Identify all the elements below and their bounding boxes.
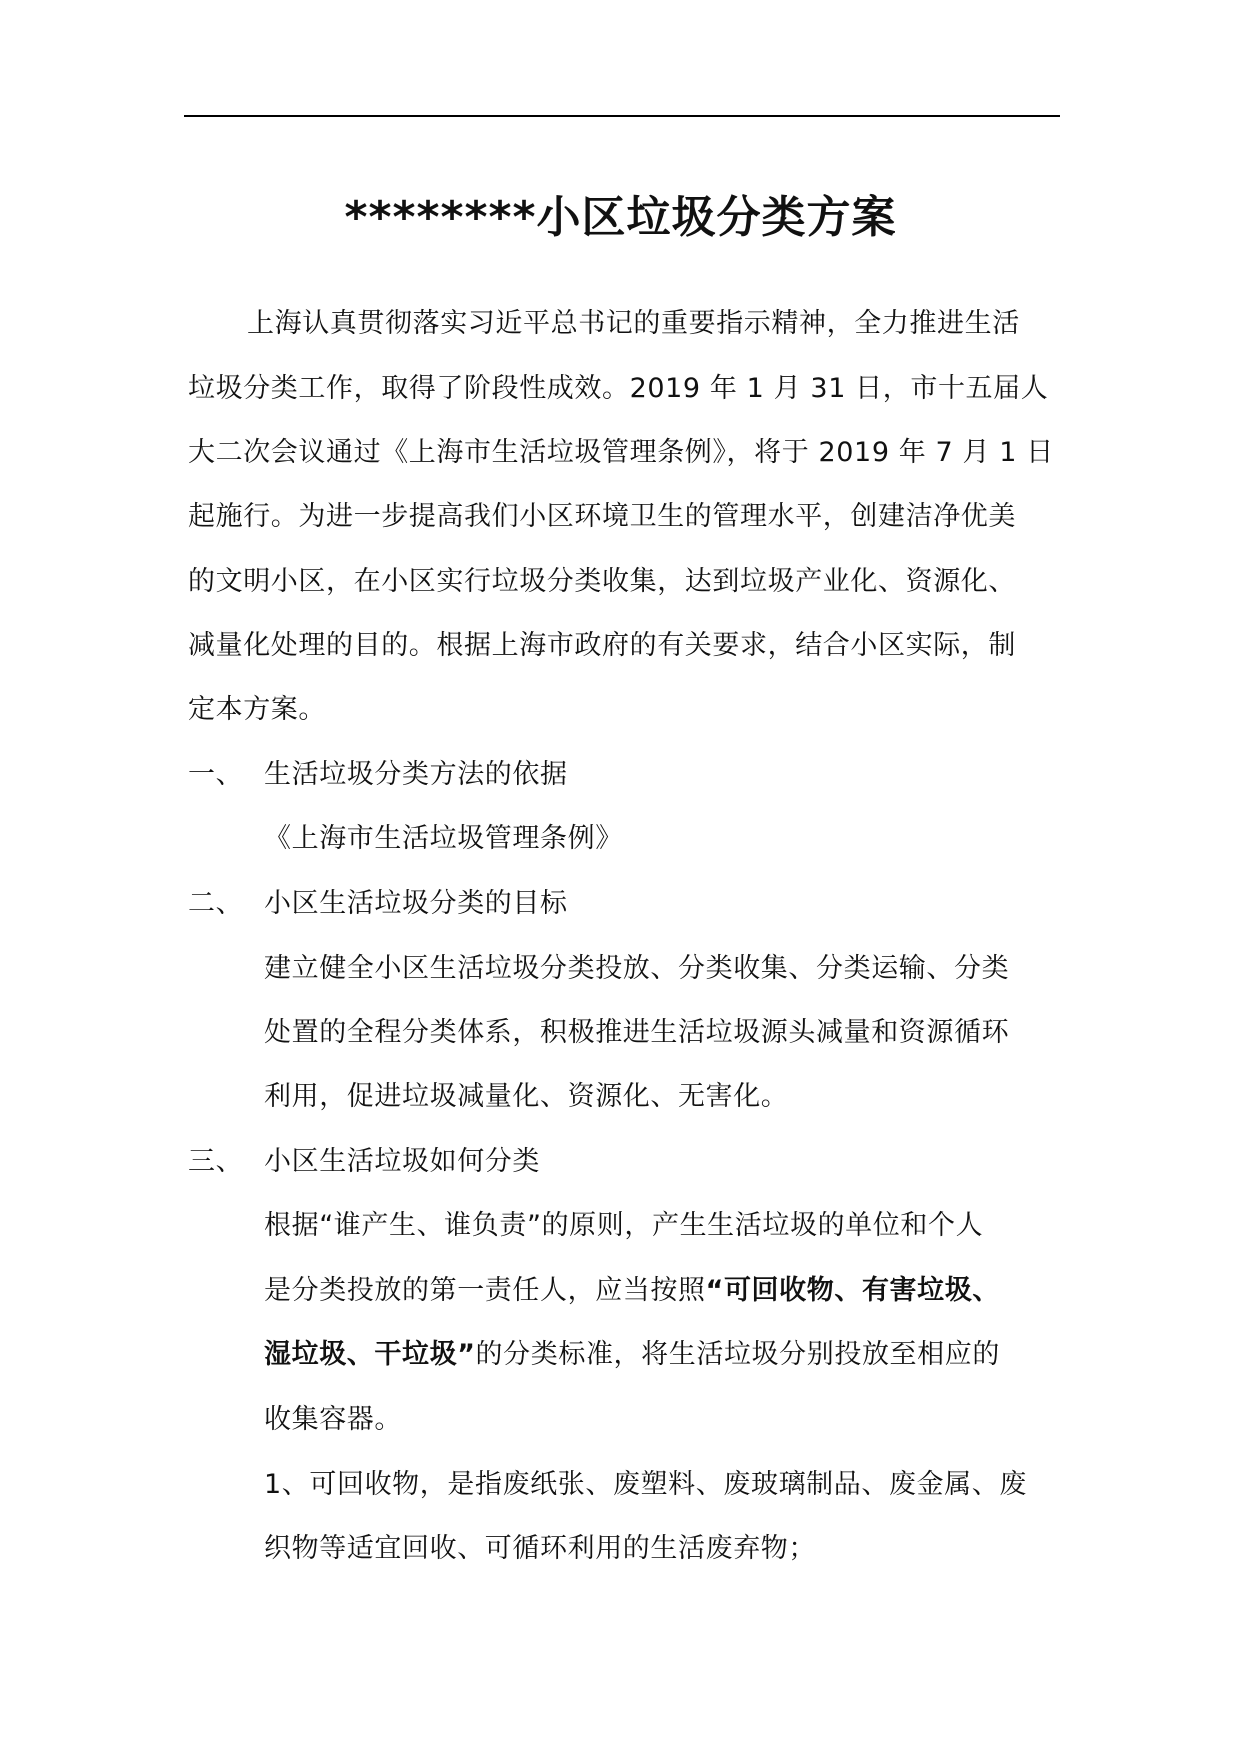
section-3-line-1: 根据“谁产生、谁负责”的原则，产生生活垃圾的单位和个人: [264, 1210, 984, 1241]
section-3-line-3-emphasis: 湿垃圾、干垃圾”: [264, 1339, 476, 1370]
section-3-line-2: [264, 1271, 1000, 1311]
header-rule: [184, 115, 1060, 117]
intro-line-3: 大二次会议通过《上海市生活垃圾管理条例》，将于 2019 年 7 月 1 日: [188, 437, 1054, 468]
section-3-line-3: [264, 1335, 1000, 1375]
section-2-line-2: 处置的全程分类体系，积极推进生活垃圾源头减量和资源循环: [264, 1017, 1010, 1048]
intro-line-7: 定本方案。: [188, 694, 326, 725]
section-1-line-1: 《上海市生活垃圾管理条例》: [264, 823, 623, 854]
section-3-line-2-text: 是分类投放的第一责任人，应当按照: [264, 1275, 706, 1306]
intro-line-6: 减量化处理的目的。根据上海市政府的有关要求，结合小区实际，制: [188, 630, 1016, 661]
intro-line-1: 上海认真贯彻落实习近平总书记的重要指示精神，全力推进生活: [247, 308, 1020, 339]
section-3-item-1-line-2: 织物等适宜回收、可循环利用的生活废弃物；: [264, 1533, 816, 1564]
document-title: ********小区垃圾分类方案: [344, 192, 897, 243]
intro-line-5: 的文明小区，在小区实行垃圾分类收集，达到垃圾产业化、资源化、: [188, 566, 1016, 597]
intro-line-4: 起施行。为进一步提高我们小区环境卫生的管理水平，创建洁净优美: [188, 501, 1016, 532]
section-2-line-1: 建立健全小区生活垃圾分类投放、分类收集、分类运输、分类: [264, 953, 1010, 984]
section-1-number: 一、: [188, 759, 244, 790]
section-2-number: 二、: [188, 888, 244, 919]
section-2-line-3: 利用，促进垃圾减量化、资源化、无害化。: [264, 1081, 789, 1112]
section-3-line-3-text: 的分类标准，将生活垃圾分别投放至相应的: [475, 1339, 1000, 1370]
section-2-heading: 小区生活垃圾分类的目标: [264, 888, 568, 919]
intro-line-2: 垃圾分类工作，取得了阶段性成效。2019 年 1 月 31 日，市十五届人: [188, 373, 1049, 404]
section-3-heading: 小区生活垃圾如何分类: [264, 1146, 540, 1177]
section-3-number: 三、: [188, 1146, 244, 1177]
section-3-item-1-line-1: 1、可回收物，是指废纸张、废塑料、废玻璃制品、废金属、废: [264, 1469, 1027, 1500]
section-3-line-2-emphasis: “可回收物、有害垃圾、: [705, 1275, 1000, 1306]
section-3-line-4: 收集容器。: [264, 1404, 402, 1435]
section-1-heading: 生活垃圾分类方法的依据: [264, 759, 568, 790]
